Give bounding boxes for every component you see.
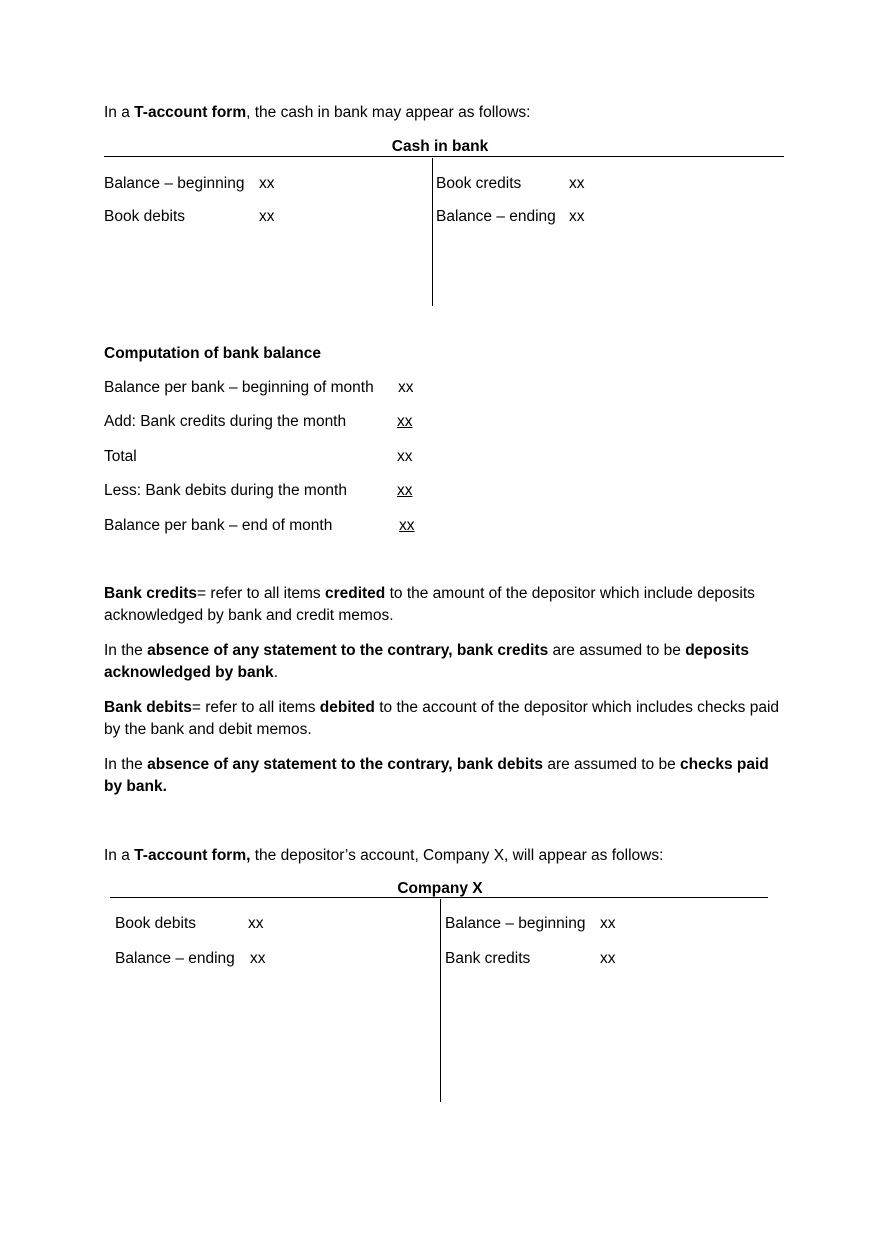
intro-text: In a (104, 104, 135, 121)
term-bold: debited (319, 699, 375, 716)
computation-row-value: xx (397, 413, 413, 430)
definition-bank-credits (104, 583, 784, 627)
taccount-right-value: xx (569, 208, 585, 225)
term-bold: Bank debits (104, 699, 192, 716)
taccount-left-label: Balance – ending (115, 950, 235, 967)
taccount-left-label: Book debits (115, 915, 196, 932)
term-bold: deposits acknowledged by bank (104, 642, 749, 681)
taccount-vertical-rule (440, 899, 441, 1102)
computation-row-label: Total (104, 448, 137, 465)
intro-bold: T-account form, (134, 847, 251, 864)
definition-text: In the (104, 756, 148, 773)
computation-row-label: Balance per bank – end of month (104, 517, 333, 534)
computation-row-label: Add: Bank credits during the month (104, 413, 347, 430)
computation-row-value: xx (398, 379, 414, 396)
definition-text: are assumed to be (548, 642, 686, 659)
taccount-right-label: Bank credits (445, 950, 531, 967)
computation-row-value: xx (397, 448, 413, 465)
taccount-vertical-rule (432, 158, 433, 306)
assumption-bank-debits (104, 754, 784, 798)
taccount-horizontal-rule (104, 156, 784, 157)
term-bold: credited (324, 585, 386, 602)
taccount-right-value: xx (600, 950, 616, 967)
taccount-title-company-x: Company X (397, 880, 483, 897)
definition-bank-debits (104, 697, 784, 741)
definition-text: are assumed to be (543, 756, 681, 773)
section2-intro (104, 847, 663, 865)
computation-row-label: Balance per bank – beginning of month (104, 379, 374, 396)
assumption-bank-credits (104, 640, 784, 684)
intro-text: In a (104, 847, 135, 864)
computation-row-value: xx (399, 517, 415, 534)
term-bold: absence of any statement to the contrary, bank debits (147, 756, 544, 773)
section1-intro (104, 104, 530, 122)
taccount-left-label: Balance – beginning (104, 175, 245, 192)
taccount-left-value: xx (259, 175, 275, 192)
definition-text: = refer to all items (197, 585, 325, 602)
taccount-horizontal-rule (110, 897, 768, 898)
definition-text: In the (104, 642, 148, 659)
taccount-right-label: Balance – ending (436, 208, 556, 225)
taccount-left-label: Book debits (104, 208, 185, 225)
taccount-title-cash-in-bank: Cash in bank (391, 138, 489, 155)
taccount-right-value: xx (569, 175, 585, 192)
definition-text: = refer to all items (191, 699, 320, 716)
definition-text: to the account of the depositor which includes checks paid by the bank and debit memos. (104, 699, 780, 738)
term-bold: checks paid by bank. (104, 756, 769, 795)
intro-bold: T-account form (134, 104, 247, 121)
taccount-right-label: Book credits (436, 175, 522, 192)
computation-row-label: Less: Bank debits during the month (104, 482, 347, 499)
taccount-left-value: xx (250, 950, 266, 967)
taccount-left-value: xx (248, 915, 264, 932)
intro-text: , the cash in bank may appear as follows: (246, 104, 531, 121)
computation-row-value: xx (397, 482, 413, 499)
taccount-left-value: xx (259, 208, 275, 225)
taccount-right-label: Balance – beginning (445, 915, 586, 932)
term-bold: absence of any statement to the contrary, bank credits (147, 642, 549, 659)
taccount-right-value: xx (600, 915, 616, 932)
computation-heading: Computation of bank balance (104, 345, 322, 362)
definition-text: to the amount of the depositor which include deposits acknowledged by bank and credit memos. (104, 585, 755, 624)
intro-text: the depositor’s account, Company X, will appear as follows: (250, 847, 664, 864)
definition-text: . (273, 664, 278, 681)
term-bold: Bank credits (104, 585, 198, 602)
